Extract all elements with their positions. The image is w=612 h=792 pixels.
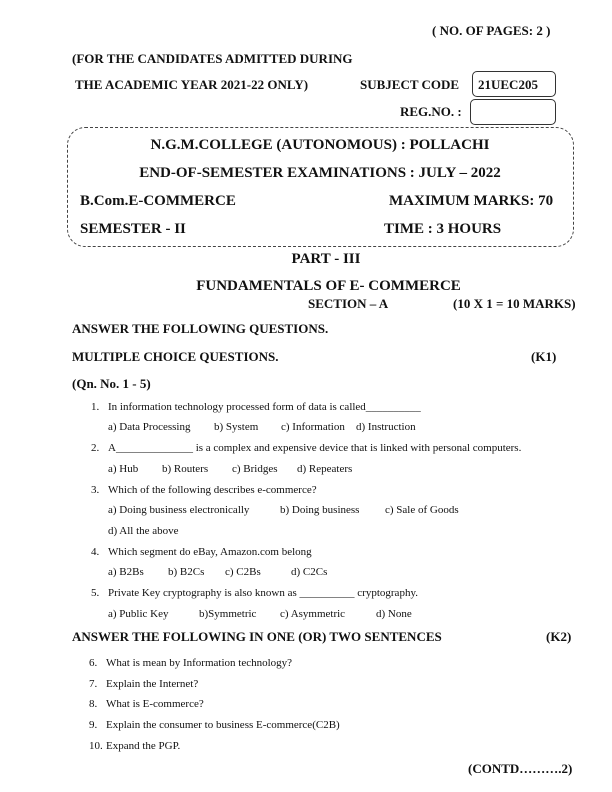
option: c) Asymmetric (280, 608, 346, 620)
option: d) None (376, 608, 412, 620)
reg-no-field[interactable] (470, 99, 556, 125)
exam-title: END-OF-SEMESTER EXAMINATIONS : JULY – 2022 (139, 165, 501, 181)
question-number: 5. (91, 587, 100, 599)
mcq-range: (Qn. No. 1 - 5) (72, 376, 151, 391)
max-marks: MAXIMUM MARKS: 70 (389, 193, 554, 209)
option: d) Instruction (356, 421, 416, 433)
mcq-level: (K1) (531, 349, 557, 364)
short-answer-level: (K2) (546, 629, 572, 644)
option: a) Doing business electronically (108, 504, 250, 516)
question-number: 9. (89, 719, 98, 731)
question-text: Which of the following describes e-commerce? (108, 484, 317, 496)
question-text: What is mean by Information technology? (106, 657, 293, 669)
instruction: ANSWER THE FOLLOWING QUESTIONS. (72, 321, 329, 336)
question-text: What is E-commerce? (106, 698, 204, 710)
option: c) Sale of Goods (385, 504, 459, 516)
admitted-line-1: (FOR THE CANDIDATES ADMITTED DURING (72, 51, 353, 66)
question-number: 6. (89, 657, 98, 669)
question-text: Explain the Internet? (106, 678, 199, 690)
option: c) Information (281, 421, 345, 433)
admitted-line-2: THE ACADEMIC YEAR 2021-22 ONLY) (75, 77, 309, 92)
college-name: N.G.M.COLLEGE (AUTONOMOUS) : POLLACHI (150, 137, 490, 153)
reg-no-label: REG.NO. : (400, 104, 462, 119)
subject-code-value: 21UEC205 (478, 77, 538, 92)
question-text: In information technology processed form of data is called__________ (108, 401, 421, 413)
option: d) All the above (108, 525, 179, 537)
mcq-heading: MULTIPLE CHOICE QUESTIONS. (72, 349, 279, 364)
question-number: 1. (91, 401, 100, 413)
option: a) B2Bs (108, 566, 144, 578)
part-heading: PART - III (291, 251, 361, 267)
option: c) Bridges (232, 463, 278, 475)
section-marks: (10 X 1 = 10 MARKS) (453, 296, 576, 311)
option: a) Data Processing (108, 421, 191, 433)
short-answer-heading: ANSWER THE FOLLOWING IN ONE (OR) TWO SENTENCES (72, 629, 442, 644)
question-text: Private Key cryptography is also known as __________ cryptography. (108, 587, 418, 599)
subject-code-box (472, 71, 556, 97)
page-count: ( NO. OF PAGES: 2 ) (432, 23, 551, 38)
question-number: 10. (89, 740, 103, 752)
question-number: 2. (91, 442, 100, 454)
question-text: Expand the PGP. (106, 740, 181, 752)
question-text: Which segment do eBay, Amazon.com belong (108, 546, 312, 558)
subject-code-label: SUBJECT CODE (360, 77, 460, 92)
section-heading: SECTION – A (308, 296, 389, 311)
question-number: 3. (91, 484, 100, 496)
paper-title: FUNDAMENTALS OF E- COMMERCE (196, 278, 461, 294)
semester: SEMESTER - II (80, 221, 186, 237)
question-number: 4. (91, 546, 100, 558)
option: b)Symmetric (199, 608, 257, 620)
option: b) Doing business (280, 504, 360, 516)
option: d) C2Cs (291, 566, 328, 578)
option: b) Routers (162, 463, 209, 475)
continued-note: (CONTD……….2) (468, 761, 573, 776)
course-name: B.Com.E-COMMERCE (80, 193, 236, 209)
option: b) System (214, 421, 259, 433)
option: d) Repeaters (297, 463, 353, 475)
question-text: Explain the consumer to business E-commerce(C2B) (106, 719, 340, 731)
option: c) C2Bs (225, 566, 261, 578)
option: a) Hub (108, 463, 139, 475)
option: a) Public Key (108, 608, 169, 620)
option: b) B2Cs (168, 566, 205, 578)
question-number: 7. (89, 678, 98, 690)
exam-time: TIME : 3 HOURS (384, 221, 502, 237)
question-number: 8. (89, 698, 98, 710)
question-text: A______________ is a complex and expensive device that is linked with personal computers. (108, 442, 522, 454)
